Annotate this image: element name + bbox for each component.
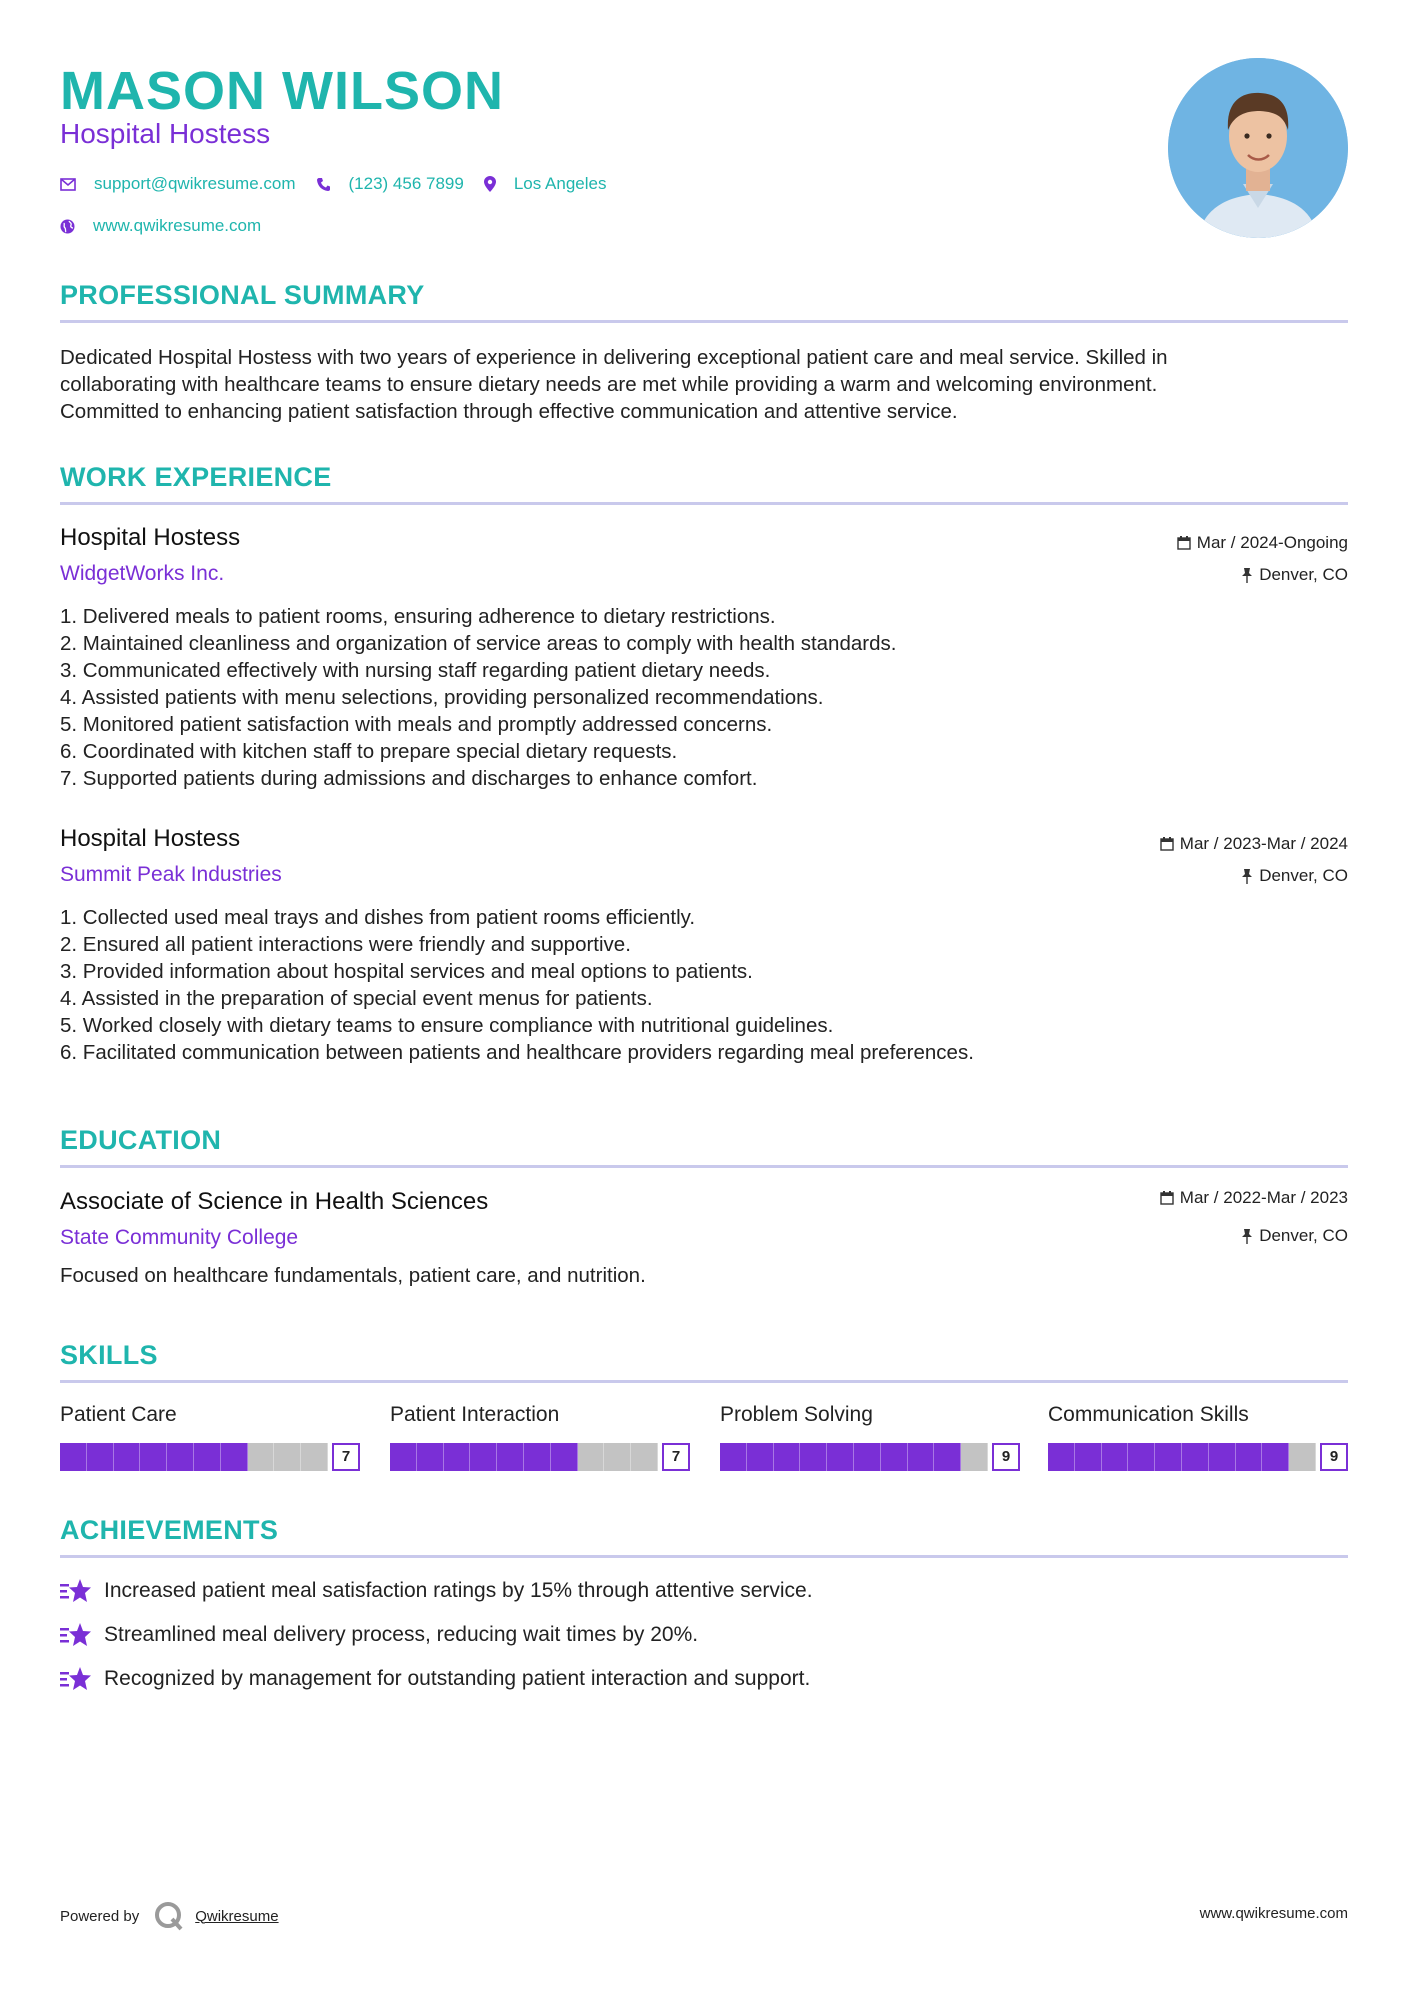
skill-segment-filled (444, 1443, 471, 1471)
summary-text (60, 344, 1348, 425)
skill-segment-filled (1262, 1443, 1289, 1471)
skills-heading: SKILLS (60, 1340, 158, 1370)
phone-icon (316, 177, 331, 192)
education-location (1241, 1226, 1348, 1246)
list-item: 6. Facilitated communication between patients and healthcare providers regarding meal preferences. (60, 1041, 974, 1064)
job-location (1241, 866, 1348, 886)
skill-segment-empty (961, 1443, 988, 1471)
skill-name: Patient Care (60, 1403, 177, 1426)
job-company: Summit Peak Industries (60, 863, 282, 886)
skill-track (1048, 1443, 1316, 1471)
skill-name: Problem Solving (720, 1403, 873, 1426)
skill-level-badge: 7 (332, 1443, 360, 1471)
job-title: Hospital Hostess (60, 524, 241, 551)
job-duties (60, 603, 896, 792)
avatar-portrait (1168, 58, 1348, 238)
candidate-role: Hospital Hostess (60, 118, 271, 149)
skill-segment-empty (274, 1443, 301, 1471)
powered-by-label: Powered by (60, 1907, 140, 1925)
email-text: support@qwikresume.com (94, 174, 296, 193)
job-duties (60, 904, 974, 1066)
globe-icon (60, 219, 75, 234)
experience-divider (60, 502, 1348, 505)
job-title: Hospital Hostess (60, 825, 241, 852)
school-name: State Community College (60, 1226, 299, 1249)
skill-segment-filled (1075, 1443, 1102, 1471)
star-icon (60, 1622, 92, 1648)
website-item[interactable] (60, 216, 261, 236)
achievements-heading: ACHIEVEMENTS (60, 1515, 279, 1545)
list-item: 7. Supported patients during admissions and discharges to enhance comfort. (60, 767, 758, 790)
achievement-item (60, 1666, 810, 1692)
skill-item (720, 1403, 1020, 1471)
list-item: 2. Maintained cleanliness and organization of service areas to comply with health standards. (60, 632, 897, 655)
summary-line: Dedicated Hospital Hostess with two years of experience in delivering exceptional patient care and meal service. Skilled in (60, 346, 1168, 369)
summary-divider (60, 320, 1348, 323)
location-text: Los Angeles (513, 174, 607, 193)
skill-segment-filled (800, 1443, 827, 1471)
skill-segment-filled (1209, 1443, 1236, 1471)
envelope-icon (60, 178, 76, 191)
skill-track (390, 1443, 658, 1471)
list-item: 6. Coordinated with kitchen staff to prepare special dietary requests. (60, 740, 678, 763)
contact-row-2 (60, 216, 281, 236)
skill-segment-filled (1236, 1443, 1263, 1471)
skill-meter (720, 1443, 1020, 1471)
job-location (1241, 565, 1348, 585)
skill-level-badge: 9 (992, 1443, 1020, 1471)
achievements-divider (60, 1555, 1348, 1558)
education-description: Focused on healthcare fundamentals, patient care, and nutrition. (60, 1264, 646, 1287)
skills-divider (60, 1380, 1348, 1383)
job-location-text: Denver, CO (1259, 565, 1348, 584)
calendar-icon (1160, 1191, 1174, 1205)
skill-segment-filled (114, 1443, 141, 1471)
job-location-text: Denver, CO (1259, 866, 1348, 885)
calendar-icon (1177, 536, 1191, 550)
achievement-text: Increased patient meal satisfaction ratings by 15% through attentive service. (104, 1579, 813, 1602)
skill-segment-filled (747, 1443, 774, 1471)
skill-segment-filled (881, 1443, 908, 1471)
degree-title: Associate of Science in Health Sciences (60, 1188, 489, 1215)
skill-meter (390, 1443, 690, 1471)
achievement-item (60, 1578, 813, 1604)
skill-segment-filled (221, 1443, 248, 1471)
skill-item (1048, 1403, 1348, 1471)
summary-line: collaborating with healthcare teams to ensure dietary needs are met while providing a warm and welcoming environment. (60, 373, 1158, 396)
star-icon (60, 1578, 92, 1604)
skill-segment-filled (934, 1443, 961, 1471)
skill-segment-filled (827, 1443, 854, 1471)
job-dates (1177, 533, 1348, 553)
skill-level-badge: 9 (1320, 1443, 1348, 1471)
skill-item (390, 1403, 690, 1471)
qwikresume-logo-icon (153, 1900, 185, 1932)
achievement-item (60, 1622, 698, 1648)
qwikresume-link[interactable]: Qwikresume (195, 1907, 279, 1925)
phone-text: (123) 456 7899 (348, 174, 464, 193)
skill-segment-filled (908, 1443, 935, 1471)
skill-segment-filled (60, 1443, 87, 1471)
skill-segment-filled (417, 1443, 444, 1471)
star-icon (60, 1666, 92, 1692)
list-item: 5. Monitored patient satisfaction with meals and promptly addressed concerns. (60, 713, 773, 736)
contact-row-1 (60, 174, 626, 194)
skill-name: Patient Interaction (390, 1403, 560, 1426)
skill-segment-filled (774, 1443, 801, 1471)
skill-segment-filled (551, 1443, 578, 1471)
profile-photo (1168, 58, 1348, 238)
skill-segment-filled (497, 1443, 524, 1471)
skill-meter (1048, 1443, 1348, 1471)
skill-segment-empty (578, 1443, 605, 1471)
skill-segment-filled (140, 1443, 167, 1471)
pushpin-icon (1241, 568, 1253, 583)
list-item: 1. Delivered meals to patient rooms, ensuring adherence to dietary restrictions. (60, 605, 776, 628)
pushpin-icon (1241, 869, 1253, 884)
footer-powered-by (60, 1900, 279, 1932)
list-item: 3. Provided information about hospital services and meal options to patients. (60, 960, 753, 983)
list-item: 1. Collected used meal trays and dishes from patient rooms efficiently. (60, 906, 696, 929)
job-dates-text: Mar / 2024-Ongoing (1196, 533, 1348, 552)
skill-segment-filled (167, 1443, 194, 1471)
skill-segment-filled (1155, 1443, 1182, 1471)
list-item: 3. Communicated effectively with nursing staff regarding patient dietary needs. (60, 659, 771, 682)
skill-segment-filled (1128, 1443, 1155, 1471)
education-dates-text: Mar / 2022-Mar / 2023 (1179, 1188, 1348, 1207)
skill-segment-filled (87, 1443, 114, 1471)
education-divider (60, 1165, 1348, 1168)
skill-name: Communication Skills (1048, 1403, 1249, 1426)
skill-segment-empty (248, 1443, 275, 1471)
email-item[interactable] (60, 174, 296, 194)
website-text: www.qwikresume.com (93, 216, 262, 235)
skill-level-badge: 7 (662, 1443, 690, 1471)
skill-segment-empty (301, 1443, 328, 1471)
skill-segment-filled (1102, 1443, 1129, 1471)
skill-item (60, 1403, 360, 1471)
resume-page (60, 0, 1348, 1990)
skill-segment-filled (720, 1443, 747, 1471)
list-item: 2. Ensured all patient interactions were friendly and supportive. (60, 933, 631, 956)
experience-heading: WORK EXPERIENCE (60, 462, 332, 492)
skill-segment-filled (194, 1443, 221, 1471)
skill-segment-empty (1289, 1443, 1316, 1471)
pushpin-icon (1241, 1229, 1253, 1244)
education-location-text: Denver, CO (1259, 1226, 1348, 1245)
education-dates (1160, 1188, 1348, 1208)
skill-meter (60, 1443, 360, 1471)
footer-website[interactable]: www.qwikresume.com (1199, 1905, 1348, 1922)
list-item: 4. Assisted patients with menu selections, providing personalized recommendations. (60, 686, 824, 709)
calendar-icon (1160, 837, 1174, 851)
achievement-text: Recognized by management for outstanding patient interaction and support. (104, 1667, 811, 1690)
skill-segment-empty (604, 1443, 631, 1471)
summary-line: Committed to enhancing patient satisfaction through effective communication and attentive service. (60, 400, 958, 423)
summary-heading: PROFESSIONAL SUMMARY (60, 280, 425, 310)
education-heading: EDUCATION (60, 1125, 222, 1155)
skill-segment-filled (524, 1443, 551, 1471)
job-dates (1160, 834, 1348, 854)
skill-segment-filled (1182, 1443, 1209, 1471)
map-pin-icon (484, 176, 496, 192)
skill-segment-filled (1048, 1443, 1075, 1471)
job-dates-text: Mar / 2023-Mar / 2024 (1179, 834, 1348, 853)
list-item: 5. Worked closely with dietary teams to ensure compliance with nutritional guidelines. (60, 1014, 834, 1037)
skill-segment-filled (470, 1443, 497, 1471)
job-company: WidgetWorks Inc. (60, 562, 225, 585)
skill-segment-filled (390, 1443, 417, 1471)
candidate-name: MASON WILSON (60, 61, 504, 121)
skill-segment-filled (854, 1443, 881, 1471)
achievement-text: Streamlined meal delivery process, reducing wait times by 20%. (104, 1623, 699, 1646)
list-item: 4. Assisted in the preparation of special event menus for patients. (60, 987, 653, 1010)
skill-track (720, 1443, 988, 1471)
skill-segment-empty (631, 1443, 658, 1471)
location-item (484, 174, 607, 194)
skill-track (60, 1443, 328, 1471)
phone-item[interactable] (316, 174, 464, 194)
